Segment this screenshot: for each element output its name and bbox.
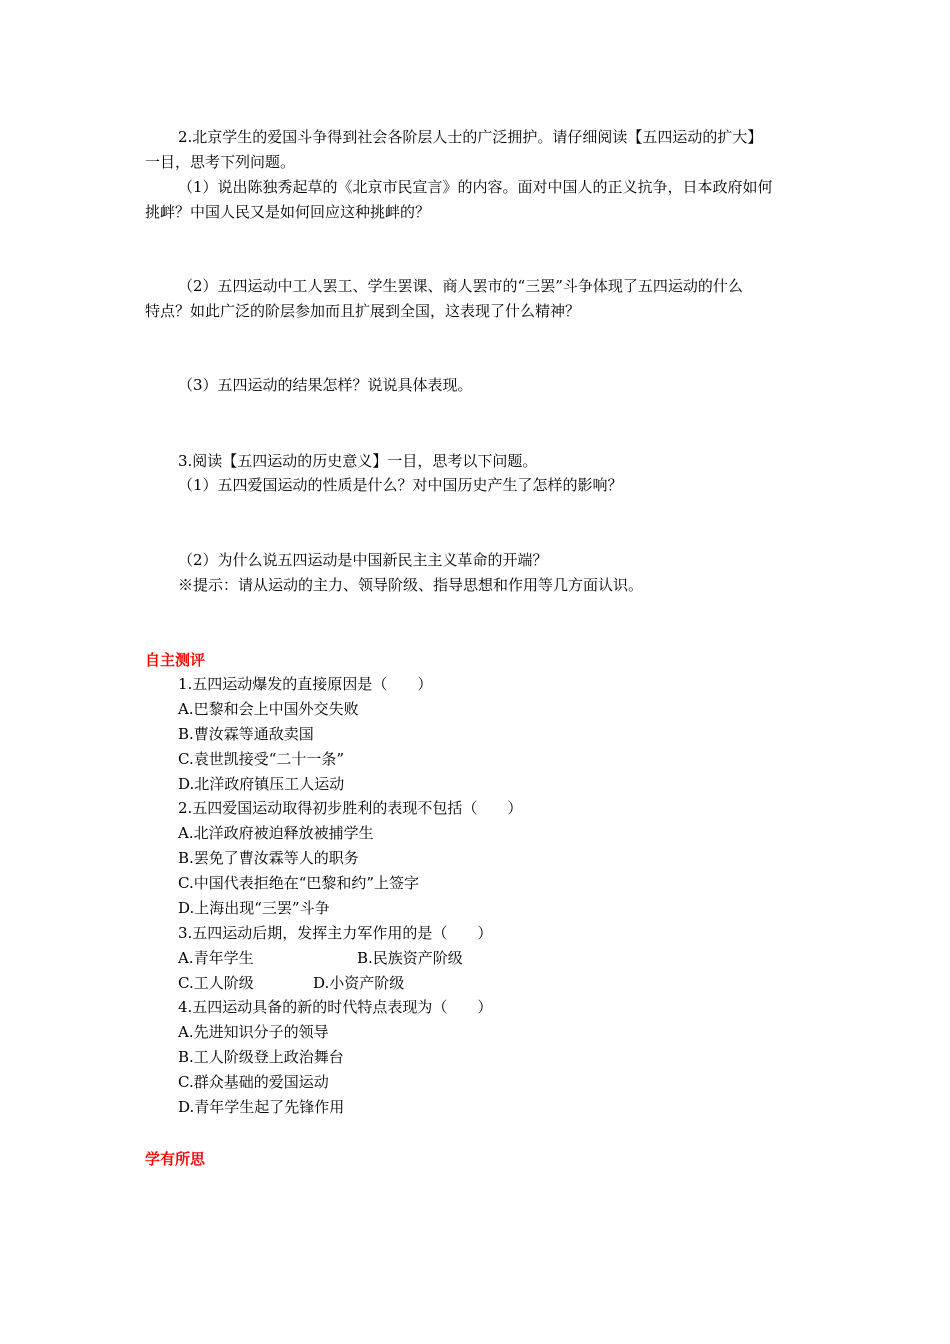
test-q1-stem: 1.五四运动爆发的直接原因是（ ） [178, 675, 433, 693]
test-q2-option-a: A.北洋政府被迫释放被捕学生 [178, 824, 374, 842]
test-q1-option-b: B.曹汝霖等通敌卖国 [178, 725, 314, 743]
test-q1-option-d: D.北洋政府镇压工人运动 [178, 775, 345, 793]
test-q3-option-b: B.民族资产阶级 [357, 949, 463, 967]
test-q2-stem: 2.五四爱国运动取得初步胜利的表现不包括（ ） [178, 799, 523, 817]
q2-sub1-line1: （1）说出陈独秀起草的《北京市民宣言》的内容。面对中国人的正义抗争，日本政府如何 [178, 178, 773, 196]
reflection-heading: 学有所思 [145, 1150, 206, 1168]
test-q4-option-c: C.群众基础的爱国运动 [178, 1073, 329, 1091]
test-q3-option-c: C.工人阶级 [178, 974, 254, 992]
q2-sub2-line1: （2）五四运动中工人罢工、学生罢课、商人罢市的“三罢”斗争体现了五四运动的什么 [178, 277, 743, 295]
test-q4-option-a: A.先进知识分子的领导 [178, 1023, 329, 1041]
test-q3-option-a: A.青年学生 [178, 949, 254, 967]
q2-sub1-line2: 挑衅？中国人民又是如何回应这种挑衅的？ [145, 203, 431, 221]
q2-intro-line2: 一目，思考下列问题。 [145, 153, 296, 171]
test-q4-option-b: B.工人阶级登上政治舞台 [178, 1048, 344, 1066]
test-q1-option-c: C.袁世凯接受“二十一条” [178, 750, 345, 768]
test-q2-option-d: D.上海出现“三罢”斗争 [178, 899, 330, 917]
q3-sub1: （1）五四爱国运动的性质是什么？对中国历史产生了怎样的影响？ [178, 476, 623, 494]
test-q4-option-d: D.青年学生起了先锋作用 [178, 1098, 345, 1116]
test-q2-option-c: C.中国代表拒绝在“巴黎和约”上签字 [178, 874, 420, 892]
test-q3-stem: 3.五四运动后期，发挥主力军作用的是（ ） [178, 924, 493, 942]
q2-sub2-line2: 特点？如此广泛的阶层参加而且扩展到全国，这表现了什么精神？ [145, 302, 581, 320]
q3-intro: 3.阅读【五四运动的历史意义】一目，思考以下问题。 [178, 452, 538, 470]
test-q4-stem: 4.五四运动具备的新的时代特点表现为（ ） [178, 998, 493, 1016]
q2-intro-line1: 2.北京学生的爱国斗争得到社会各阶层人士的广泛拥护。请仔细阅读【五四运动的扩大】 [178, 128, 763, 146]
test-q2-option-b: B.罢免了曹汝霖等人的职务 [178, 849, 359, 867]
q2-sub3: （3）五四运动的结果怎样？说说具体表现。 [178, 376, 473, 394]
q3-sub2: （2）为什么说五四运动是中国新民主主义革命的开端？ [178, 551, 548, 569]
test-q3-option-d: D.小资产阶级 [313, 974, 405, 992]
self-test-heading: 自主测评 [145, 651, 206, 669]
q3-hint: ※提示：请从运动的主力、领导阶级、指导思想和作用等几方面认识。 [178, 576, 644, 594]
test-q1-option-a: A.巴黎和会上中国外交失败 [178, 700, 359, 718]
